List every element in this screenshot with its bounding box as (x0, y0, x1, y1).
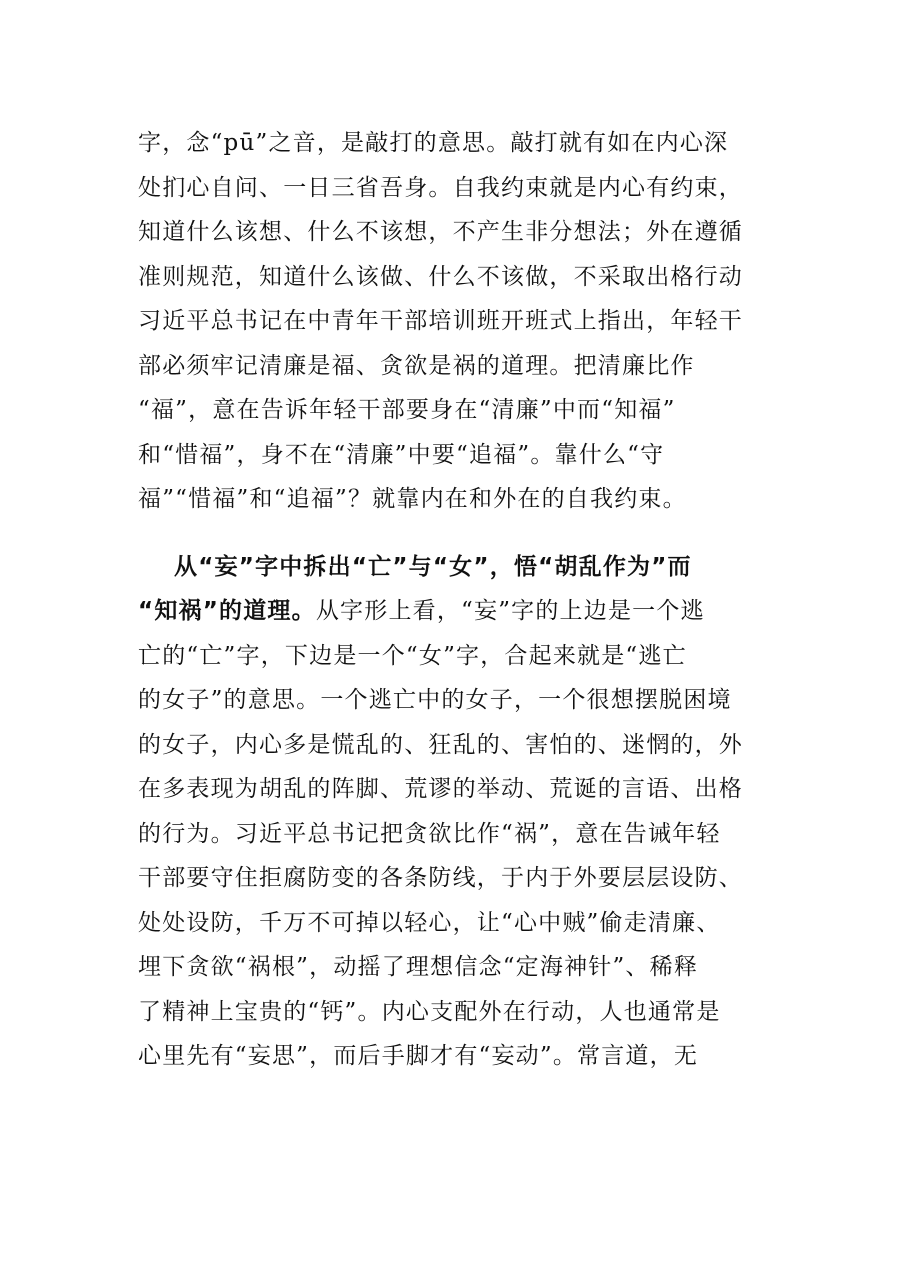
text-line: 知道什么该想、什么不该想，不产生非分想法；外在遵循 (138, 219, 743, 245)
text-line: 福”“惜福”和“追福”？就靠内在和外在的自我约束。 (138, 486, 687, 512)
text-line (138, 591, 778, 631)
paragraph-text: 从字形上看，“妄”字的上边是一个逃 (315, 598, 705, 624)
text-line: 埋下贪欲“祸根”，动摇了理想信念“定海神针”、稀释 (138, 954, 699, 980)
bold-heading-line: 从“妄”字中拆出“亡”与“女”，悟“胡乱作为”而 (174, 554, 692, 580)
text-line: 的行为。习近平总书记把贪欲比作“祸”，意在告诫年轻 (138, 821, 721, 847)
text-line: 了精神上宝贵的“钙”。内心支配外在行动，人也通常是 (138, 999, 721, 1025)
text-line: 处扪心自问、一日三省吾身。自我约束就是内心有约束， (138, 175, 743, 201)
text-line: 字，念“pū”之音，是敲打的意思。敲打就有如在内心深 (138, 130, 729, 156)
text-line: “福”，意在告诉年轻干部要身在“清廉”中而“知福” (138, 397, 676, 423)
text-line: 的女子”的意思。一个逃亡中的女子，一个很想摆脱困境 (138, 687, 732, 713)
text-line: 部必须牢记清廉是福、贪欲是祸的道理。把清廉比作 (138, 353, 695, 379)
bold-heading-end: “知祸”的道理。 (138, 598, 316, 624)
text-line: 在多表现为胡乱的阵脚、荒谬的举动、荒诞的言语、出格 (138, 776, 743, 802)
text-line: 处处设防，千万不可掉以轻心，让“心中贼”偷走清廉、 (138, 910, 721, 936)
text-line: 准则规范，知道什么该做、什么不该做，不采取出格行动 (138, 264, 743, 290)
text-line: 干部要守住拒腐防变的各条防线，于内于外要层层设防、 (138, 865, 743, 891)
text-line: 心里先有“妄思”，而后手脚才有“妄动”。常言道，无 (138, 1043, 699, 1069)
text-line: 亡的“亡”字，下边是一个“女”字，合起来就是“逃亡 (138, 643, 687, 669)
text-line: 的女子，内心多是慌乱的、狂乱的、害怕的、迷惘的，外 (138, 732, 743, 758)
text-line: 和“惜福”，身不在“清廉”中要“追福”。靠什么“守 (138, 442, 665, 468)
text-line: 习近平总书记在中青年干部培训班开班式上指出，年轻干 (138, 308, 743, 334)
